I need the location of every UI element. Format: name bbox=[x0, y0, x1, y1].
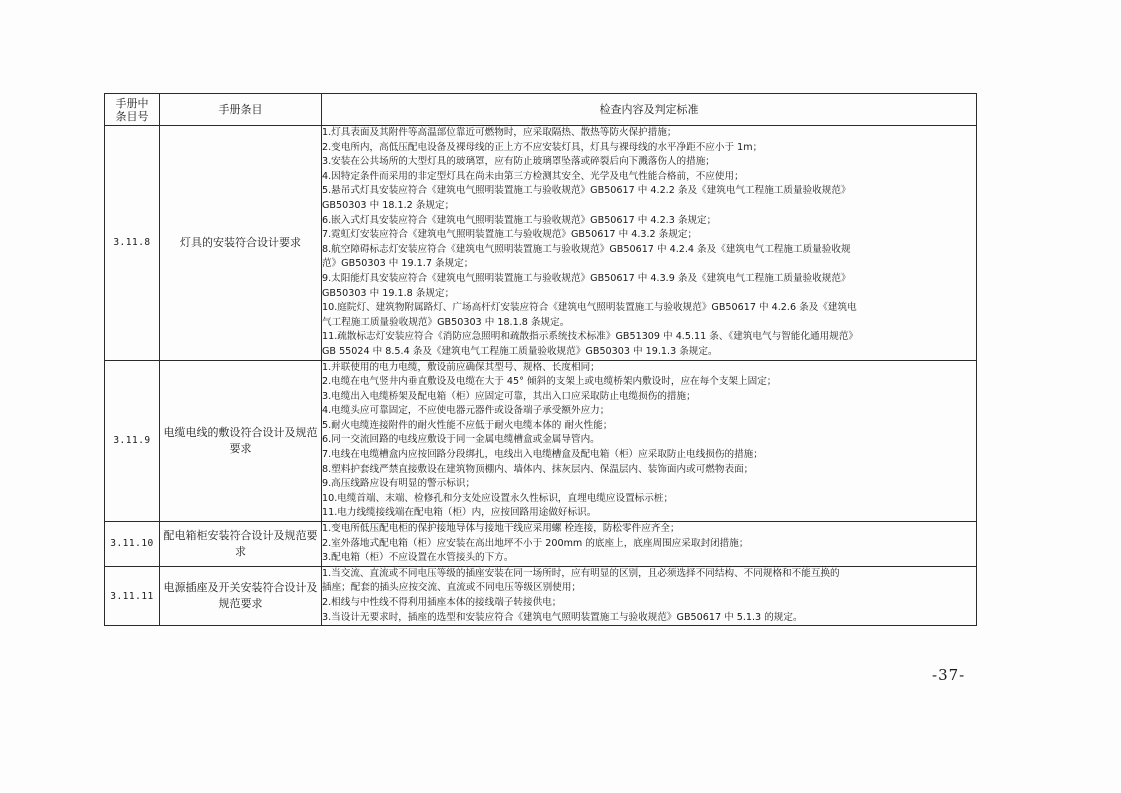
content-line: 1.变电所低压配电柜的保护接地导体与接地干线应采用螺 栓连接，防松零件应齐全； bbox=[322, 523, 680, 535]
content-line: 6.同一交流回路的电线应敷设于同一金属电缆槽盒或金属导管内。 bbox=[322, 434, 600, 446]
content-line: 10.电缆首端、末端、检修孔和分支处应设置永久性标识，直埋电缆应设置标示桩； bbox=[322, 492, 674, 504]
header-content: 检查内容及判定标准 bbox=[322, 94, 977, 126]
content-line: 11.疏散标志灯安装应符合《消防应急照明和疏散指示系统技术标准》GB51309 中 4.5.11 条、《建筑电气与智能化通用规范》 bbox=[322, 331, 858, 343]
content-line: 3.电缆出入电缆桥架及配电箱（柜）应固定可靠，其出入口应采取防止电缆损伤的措施； bbox=[322, 390, 696, 402]
content-line: 3.配电箱（柜）不应设置在水管接头的下方。 bbox=[322, 552, 514, 564]
content-line: 4.因特定条件而采用的非定型灯具在尚未由第三方检测其安全、光学及电气性能合格前，不应使用； bbox=[322, 170, 744, 182]
header-code: 手册中条目号 bbox=[105, 94, 160, 126]
content-line: 1.并联使用的电力电缆，敷设前应确保其型号、规格、长度相同； bbox=[322, 361, 600, 373]
inspection-table bbox=[104, 93, 977, 626]
content-line: 范》GB50303 中 19.1.7 条规定； bbox=[322, 258, 474, 270]
row-content bbox=[322, 522, 977, 567]
table-row bbox=[105, 522, 977, 567]
row-item: 电缆电线的敷设符合设计及规范要求 bbox=[160, 360, 322, 522]
row-code: 3.11.8 bbox=[105, 126, 160, 361]
content-line: 8.航空障碍标志灯安装应符合《建筑电气照明装置施工与验收规范》GB50617 中 4.2.4 条及《建筑电气工程施工质量验收规 bbox=[322, 243, 851, 255]
content-line: 1.当交流、直流或不同电压等级的插座安装在同一场所时，应有明显的区别，且必须选择不同结构、不同规格和不能互换的 bbox=[322, 567, 840, 579]
table-header-row bbox=[105, 94, 977, 126]
content-line: 3.安装在公共场所的大型灯具的玻璃罩，应有防止玻璃罩坠落或碎裂后向下溅落伤人的措施； bbox=[322, 156, 715, 168]
table-row bbox=[105, 126, 977, 361]
content-line: 2.电缆在电气竖井内垂直敷设及电缆在大于 45° 倾斜的支架上或电缆桥架内敷设时，应在每个支架上固定； bbox=[322, 376, 777, 388]
row-content bbox=[322, 126, 977, 361]
row-code: 3.11.11 bbox=[105, 566, 160, 625]
content-line: 5.悬吊式灯具安装应符合《建筑电气照明装置施工与验收规范》GB50617 中 4.2.2 条及《建筑电气工程施工质量验收规范》 bbox=[322, 185, 851, 197]
content-line: 3.当设计无要求时，插座的选型和安装应符合《建筑电气照明装置施工与验收规范》GB50617 中 5.1.3 的规定。 bbox=[322, 611, 803, 623]
table-row bbox=[105, 360, 977, 522]
content-line: 9.高压线路应设有明显的警示标识； bbox=[322, 478, 476, 490]
row-code: 3.11.10 bbox=[105, 522, 160, 567]
row-item: 电源插座及开关安装符合设计及规范要求 bbox=[160, 566, 322, 625]
content-line: 气工程施工质量验收规范》GB50303 中 18.1.8 条规定。 bbox=[322, 316, 570, 328]
content-line: 8.塑料护套线严禁直接敷设在建筑物顶棚内、墙体内、抹灰层内、保温层内、装饰面内或可燃物表面； bbox=[322, 463, 754, 475]
content-line: 9.太阳能灯具安装应符合《建筑电气照明装置施工与验收规范》GB50617 中 4.3.9 条及《建筑电气工程施工质量验收规范》 bbox=[322, 272, 851, 284]
content-line: 7.霓虹灯安装应符合《建筑电气照明装置施工与验收规范》GB50617 中 4.3.2 条规定； bbox=[322, 229, 698, 241]
content-line: GB 55024 中 8.5.4 条及《建筑电气工程施工质量验收规范》GB50303 中 19.1.3 条规定。 bbox=[322, 345, 718, 357]
content-line: 5.耐火电缆连接附件的耐火性能不应低于耐火电缆本体的 耐火性能； bbox=[322, 419, 613, 431]
content-line: GB50303 中 19.1.8 条规定； bbox=[322, 287, 455, 299]
row-code: 3.11.9 bbox=[105, 360, 160, 522]
row-content bbox=[322, 566, 977, 625]
row-item: 配电箱柜安装符合设计及规范要求 bbox=[160, 522, 322, 567]
content-line: GB50303 中 18.1.2 条规定； bbox=[322, 199, 455, 211]
content-line: 1.灯具表面及其附件等高温部位靠近可燃物时，应采取隔热、散热等防火保护措施； bbox=[322, 127, 677, 138]
content-line: 7.电线在电缆槽盒内应按回路分段绑扎，电线出入电缆槽盒及配电箱（柜）应采取防止电线损伤的措施； bbox=[322, 449, 763, 461]
content-line: 6.嵌入式灯具安装应符合《建筑电气照明装置施工与验收规范》GB50617 中 4.2.3 条规定； bbox=[322, 214, 717, 226]
content-line: 4.电缆头应可靠固定，不应使电器元器件或设备端子承受额外应力； bbox=[322, 405, 610, 417]
content-line: 2.相线与中性线不得利用插座本体的接线端子转接供电； bbox=[322, 597, 562, 608]
content-line: 10.庭院灯、建筑物附属路灯、广场高杆灯安装应符合《建筑电气照明装置施工与验收规范》GB50617 中 4.2.6 条及《建筑电 bbox=[322, 302, 857, 314]
page-number: -37- bbox=[932, 666, 966, 684]
header-item: 手册条目 bbox=[160, 94, 322, 126]
content-line: 2.变电所内，高低压配电设备及裸母线的正上方不应安装灯具，灯具与裸母线的水平净距不应小于 1m； bbox=[322, 141, 763, 153]
table-row bbox=[105, 566, 977, 625]
content-line: 2.室外落地式配电箱（柜）应安装在高出地坪不小于 200mm 的底座上，底座周围应采取封闭措施； bbox=[322, 537, 749, 549]
row-content bbox=[322, 360, 977, 522]
content-line: 11.电力线缆接线端在配电箱（柜）内，应按回路用途做好标识。 bbox=[322, 507, 597, 519]
content-line: 插座；配套的插头应按交流、直流或不同电压等级区别使用； bbox=[322, 582, 582, 594]
row-item: 灯具的安装符合设计要求 bbox=[160, 126, 322, 361]
